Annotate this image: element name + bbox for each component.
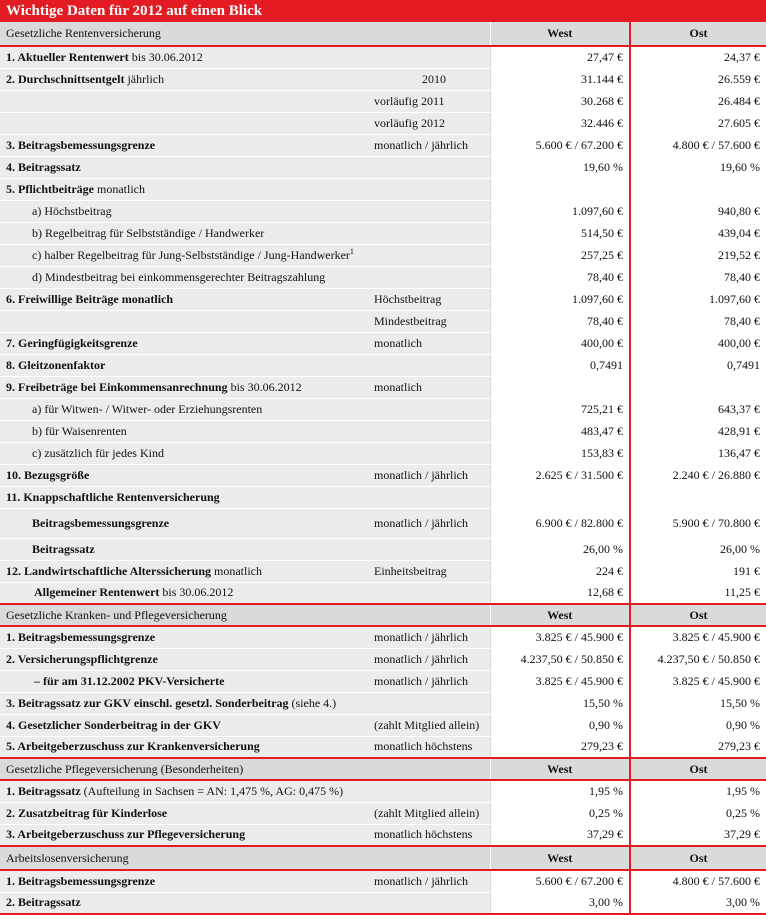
row-label (0, 46, 370, 68)
row-label (0, 780, 370, 802)
value-west: 5.600 € / 67.200 € (490, 134, 630, 156)
row-label (0, 538, 370, 560)
table-row (0, 398, 766, 420)
row-label-normal: bis 30.06.2012 (159, 585, 234, 600)
section-header (0, 758, 766, 780)
table-row (0, 560, 766, 582)
row-label (0, 266, 370, 288)
row-label (0, 222, 370, 244)
row-label-normal: b) Regelbeitrag für Selbstständige / Handwerker (32, 225, 265, 240)
value-ost: 24,37 € (630, 46, 766, 68)
table-row (0, 90, 766, 112)
table-row (0, 178, 766, 200)
row-qualifier: monatlich / jährlich (370, 648, 490, 670)
value-ost: 26.559 € (630, 68, 766, 90)
value-ost: 0,7491 (630, 354, 766, 376)
value-ost: 428,91 € (630, 420, 766, 442)
row-qualifier: monatlich / jährlich (370, 508, 490, 538)
value-west: 3.825 € / 45.900 € (490, 626, 630, 648)
row-label-bold: Beitragsbemessungsgrenze (32, 515, 170, 530)
row-qualifier (370, 222, 490, 244)
row-label (0, 244, 370, 266)
value-ost (630, 486, 766, 508)
column-header-ost: Ost (630, 604, 766, 626)
row-label (0, 508, 370, 538)
value-west (490, 376, 630, 398)
row-label-bold: 11. Knappschaftliche Rentenversicherung (6, 489, 220, 504)
row-label (0, 354, 370, 376)
row-qualifier (370, 46, 490, 68)
value-ost: 0,90 % (630, 714, 766, 736)
row-qualifier (370, 354, 490, 376)
value-west (490, 486, 630, 508)
value-west: 15,50 % (490, 692, 630, 714)
value-west: 5.600 € / 67.200 € (490, 870, 630, 892)
row-qualifier: monatlich höchstens (370, 736, 490, 758)
value-ost: 1,95 % (630, 780, 766, 802)
row-label-bold: 1. Beitragsbemessungsgrenze (6, 629, 156, 644)
value-west: 6.900 € / 82.800 € (490, 508, 630, 538)
value-west: 4.237,50 € / 50.850 € (490, 648, 630, 670)
row-qualifier: monatlich (370, 332, 490, 354)
page-title: Wichtige Daten für 2012 auf einen Blick (0, 0, 766, 22)
row-label-bold: 8. Gleitzonenfaktor (6, 357, 106, 372)
value-ost: 400,00 € (630, 332, 766, 354)
table-row (0, 670, 766, 692)
value-west: 32.446 € (490, 112, 630, 134)
value-west: 224 € (490, 560, 630, 582)
row-qualifier (370, 892, 490, 914)
row-label-normal: (siehe 4.) (288, 695, 337, 710)
row-label-bold: 2. Zusatzbeitrag für Kinderlose (6, 805, 168, 820)
row-label-bold: Allgemeiner Rentenwert (34, 585, 160, 600)
row-qualifier: (zahlt Mitglied allein) (370, 802, 490, 824)
value-west: 37,29 € (490, 824, 630, 846)
value-ost: 0,25 % (630, 802, 766, 824)
value-west (490, 178, 630, 200)
table-row (0, 354, 766, 376)
row-qualifier: Einheitsbeitrag (370, 560, 490, 582)
value-west: 3,00 % (490, 892, 630, 914)
row-label-bold: 9. Freibeträge bei Einkommensanrechnung (6, 379, 228, 394)
section-title-text: Gesetzliche Kranken- und Pflegeversicherung (6, 607, 227, 622)
value-ost: 279,23 € (630, 736, 766, 758)
row-label-bold: 3. Arbeitgeberzuschuss zur Pflegeversicherung (6, 827, 246, 842)
section-header (0, 22, 766, 46)
value-ost: 5.900 € / 70.800 € (630, 508, 766, 538)
table-row (0, 200, 766, 222)
value-west: 400,00 € (490, 332, 630, 354)
row-label (0, 892, 370, 914)
value-west: 1.097,60 € (490, 288, 630, 310)
column-header-west: West (490, 604, 630, 626)
row-label-bold: 1. Beitragssatz (6, 783, 81, 798)
row-label (0, 178, 370, 200)
table-row (0, 244, 766, 266)
row-label-bold: 7. Geringfügigkeitsgrenze (6, 335, 138, 350)
row-label (0, 332, 370, 354)
value-west: 30.268 € (490, 90, 630, 112)
value-west: 78,40 € (490, 266, 630, 288)
table-row (0, 486, 766, 508)
section-title (0, 758, 490, 780)
value-west: 12,68 € (490, 582, 630, 604)
row-label-normal: monatlich (93, 181, 145, 196)
row-label-normal: a) Höchstbeitrag (32, 203, 112, 218)
row-label-bold: 1. Aktueller Rentenwert (6, 49, 129, 64)
value-ost: 19,60 % (630, 156, 766, 178)
table-row (0, 692, 766, 714)
column-header-west: West (490, 22, 630, 46)
value-ost: 643,37 € (630, 398, 766, 420)
row-label-bold: 2. Beitragssatz (6, 895, 81, 910)
row-label-bold: 12. Landwirtschaftliche Alterssicherung (6, 563, 211, 578)
column-header-west: West (490, 758, 630, 780)
row-qualifier (370, 398, 490, 420)
row-qualifier (370, 486, 490, 508)
value-ost: 78,40 € (630, 310, 766, 332)
row-label (0, 90, 370, 112)
row-label (0, 288, 370, 310)
section-title (0, 604, 490, 626)
row-qualifier: monatlich / jährlich (370, 464, 490, 486)
value-ost: 3.825 € / 45.900 € (630, 670, 766, 692)
value-west: 153,83 € (490, 442, 630, 464)
row-qualifier: monatlich (370, 376, 490, 398)
value-ost: 136,47 € (630, 442, 766, 464)
row-label-bold: 5. Arbeitgeberzuschuss zur Krankenversicherung (6, 739, 260, 754)
row-label (0, 802, 370, 824)
section-header (0, 604, 766, 626)
table-row (0, 648, 766, 670)
row-label-bold: – für am 31.12.2002 PKV-Versicherte (34, 673, 225, 688)
table-row (0, 538, 766, 560)
row-label (0, 310, 370, 332)
value-west: 3.825 € / 45.900 € (490, 670, 630, 692)
table-row (0, 112, 766, 134)
row-qualifier (370, 156, 490, 178)
row-label (0, 626, 370, 648)
column-header-west: West (490, 846, 630, 870)
row-label (0, 582, 370, 604)
row-qualifier (370, 178, 490, 200)
row-label (0, 112, 370, 134)
row-label (0, 870, 370, 892)
table-row (0, 46, 766, 68)
table-row (0, 442, 766, 464)
row-qualifier: monatlich / jährlich (370, 670, 490, 692)
table-row (0, 626, 766, 648)
table-row (0, 156, 766, 178)
value-ost: 940,80 € (630, 200, 766, 222)
value-ost: 4.800 € / 57.600 € (630, 134, 766, 156)
value-west: 31.144 € (490, 68, 630, 90)
row-qualifier (370, 538, 490, 560)
row-label-normal: monatlich (211, 563, 262, 578)
value-ost: 439,04 € (630, 222, 766, 244)
row-label (0, 560, 370, 582)
row-label (0, 714, 370, 736)
value-ost: 11,25 € (630, 582, 766, 604)
table-row (0, 508, 766, 538)
table-row (0, 288, 766, 310)
table-row (0, 870, 766, 892)
value-west: 19,60 % (490, 156, 630, 178)
row-qualifier (370, 244, 490, 266)
row-qualifier: monatlich höchstens (370, 824, 490, 846)
row-label-bold: 2. Versicherungspflichtgrenze (6, 651, 158, 666)
table-row (0, 802, 766, 824)
section-header (0, 846, 766, 870)
row-label (0, 464, 370, 486)
row-qualifier: 2010 (370, 68, 490, 90)
row-label-bold: 4. Beitragssatz (6, 159, 81, 174)
row-label-normal: (Aufteilung in Sachsen = AN: 1,475 %, AG: 0,475 %) (80, 783, 344, 798)
row-label (0, 156, 370, 178)
row-qualifier (370, 582, 490, 604)
row-label (0, 670, 370, 692)
value-ost: 3.825 € / 45.900 € (630, 626, 766, 648)
row-label (0, 420, 370, 442)
row-qualifier: monatlich / jährlich (370, 134, 490, 156)
row-label-bold: 3. Beitragssatz zur GKV einschl. gesetzl. Sonderbeitrag (6, 695, 289, 710)
value-ost: 3,00 % (630, 892, 766, 914)
row-label-bold: 2. Durchschnittsentgelt (6, 71, 125, 86)
row-label-bold: 4. Gesetzlicher Sonderbeitrag in der GKV (6, 717, 221, 732)
section-title (0, 22, 490, 46)
table-row (0, 376, 766, 398)
table-row (0, 464, 766, 486)
table-row (0, 736, 766, 758)
row-label (0, 736, 370, 758)
row-label-normal: bis 30.06.2012 (227, 379, 302, 394)
row-qualifier (370, 780, 490, 802)
table-row (0, 582, 766, 604)
row-label-normal: jährlich (124, 71, 165, 86)
row-label (0, 648, 370, 670)
value-ost: 4.237,50 € / 50.850 € (630, 648, 766, 670)
table-row (0, 824, 766, 846)
value-ost: 37,29 € (630, 824, 766, 846)
value-ost (630, 178, 766, 200)
row-label-normal: d) Mindestbeitrag bei einkommensgerechter Beitragszahlung (32, 269, 326, 284)
row-label (0, 824, 370, 846)
row-label-normal: c) halber Regelbeitrag für Jung-Selbstständige / Jung-Handwerker (32, 248, 350, 262)
value-west: 725,21 € (490, 398, 630, 420)
row-label (0, 486, 370, 508)
column-header-ost: Ost (630, 758, 766, 780)
value-west: 483,47 € (490, 420, 630, 442)
value-west: 26,00 % (490, 538, 630, 560)
data-table (0, 22, 766, 915)
section-title-extra: (Besonderheiten) (157, 761, 244, 776)
row-label (0, 200, 370, 222)
value-west: 0,7491 (490, 354, 630, 376)
row-label-normal: b) für Waisenrenten (32, 423, 127, 438)
section-title-text: Gesetzliche Rentenversicherung (6, 26, 161, 40)
value-west: 1,95 % (490, 780, 630, 802)
row-label-normal: a) für Witwen- / Witwer- oder Erziehungsrenten (32, 401, 263, 416)
table-row (0, 714, 766, 736)
row-label (0, 692, 370, 714)
row-qualifier: vorläufig 2012 (370, 112, 490, 134)
value-ost: 26,00 % (630, 538, 766, 560)
row-qualifier: vorläufig 2011 (370, 90, 490, 112)
footnote-marker: 1 (349, 247, 354, 256)
table-row (0, 134, 766, 156)
value-west: 78,40 € (490, 310, 630, 332)
section-title-text: Gesetzliche Pflegeversicherung (6, 761, 158, 776)
column-header-ost: Ost (630, 846, 766, 870)
table-row (0, 310, 766, 332)
row-label-normal: bis 30.06.2012 (128, 49, 203, 64)
row-qualifier (370, 266, 490, 288)
row-label-bold: Beitragssatz (32, 541, 95, 556)
row-label-bold: 3. Beitragsbemessungsgrenze (6, 137, 156, 152)
value-ost: 4.800 € / 57.600 € (630, 870, 766, 892)
table-row (0, 266, 766, 288)
row-label (0, 376, 370, 398)
value-ost: 27.605 € (630, 112, 766, 134)
row-qualifier: monatlich / jährlich (370, 626, 490, 648)
row-label-bold: 10. Bezugsgröße (6, 467, 90, 482)
row-label (0, 442, 370, 464)
table-row (0, 222, 766, 244)
value-west: 279,23 € (490, 736, 630, 758)
row-label (0, 134, 370, 156)
row-qualifier: Höchstbeitrag (370, 288, 490, 310)
table-row (0, 780, 766, 802)
row-qualifier (370, 442, 490, 464)
row-qualifier: monatlich / jährlich (370, 870, 490, 892)
value-ost: 219,52 € (630, 244, 766, 266)
value-ost (630, 376, 766, 398)
value-west: 0,90 % (490, 714, 630, 736)
row-qualifier: (zahlt Mitglied allein) (370, 714, 490, 736)
table-row (0, 420, 766, 442)
row-qualifier (370, 200, 490, 222)
column-header-ost: Ost (630, 22, 766, 46)
value-west: 514,50 € (490, 222, 630, 244)
row-qualifier: Mindestbeitrag (370, 310, 490, 332)
value-ost: 26.484 € (630, 90, 766, 112)
row-qualifier (370, 420, 490, 442)
value-west: 0,25 % (490, 802, 630, 824)
row-label (0, 68, 370, 90)
value-ost: 78,40 € (630, 266, 766, 288)
value-ost: 15,50 % (630, 692, 766, 714)
value-ost: 1.097,60 € (630, 288, 766, 310)
value-west: 2.625 € / 31.500 € (490, 464, 630, 486)
table-row (0, 68, 766, 90)
row-label-bold: 6. Freiwillige Beiträge monatlich (6, 291, 174, 306)
table-row (0, 332, 766, 354)
row-label-bold: 5. Pflichtbeiträge (6, 181, 94, 196)
row-qualifier (370, 692, 490, 714)
value-west: 257,25 € (490, 244, 630, 266)
value-west: 27,47 € (490, 46, 630, 68)
row-label-bold: 1. Beitragsbemessungsgrenze (6, 873, 156, 888)
section-title (0, 846, 490, 870)
value-ost: 2.240 € / 26.880 € (630, 464, 766, 486)
row-label-normal: c) zusätzlich für jedes Kind (32, 445, 164, 460)
row-label (0, 398, 370, 420)
value-west: 1.097,60 € (490, 200, 630, 222)
table-row (0, 892, 766, 914)
value-ost: 191 € (630, 560, 766, 582)
section-title-text: Arbeitslosenversicherung (6, 850, 129, 865)
